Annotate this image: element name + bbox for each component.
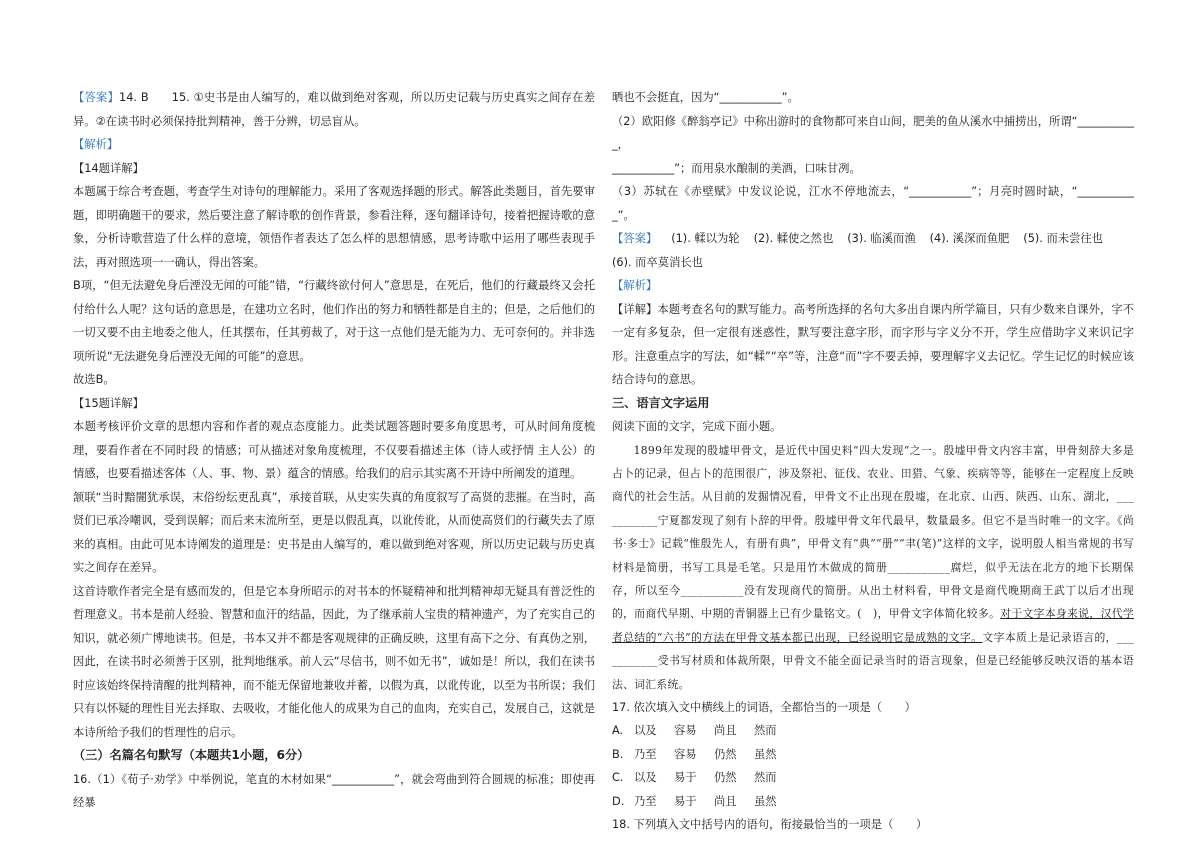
analysis-tag: 【解析】 <box>73 138 119 151</box>
reading-passage <box>612 439 1134 696</box>
answer-item-5: (5). 而未尝往也 <box>1023 232 1103 245</box>
option-word: 虽然 <box>754 747 777 761</box>
answer-item-4: (4). 溪深而鱼肥 <box>929 232 1010 245</box>
passage-part-a: 1899年发现的殷墟甲骨文，是近代中国史料“四大发现”之一。殷墟甲骨文内容丰富，甲骨刻辞大多是占卜的记录，但占卜的范围很广，涉及祭祀、征伐、农业、田猎、气象、疾病等等，能够在一定程度上反映商代的社会生活。从目前的发掘情况看，甲骨文不止出现在殷墟，在北京、山西、陕西、山东、湖北，___________宁夏都发现了刻有卜辞的甲骨。殷墟甲骨文年代最早，数量最多。但它不是当时唯一的文字。《尚书·多士》记载“惟殷先人，有册有典”，甲骨文有“典”“册”“聿(笔)”这样的文字，说明殷人相当常规的书写材料是简册，书写工具是毛笔。只是用竹木做成的简册___________腐烂，似乎无法在北方的地下长期保存，所以至今___________没有发现商代的简册。从出土材料看，甲骨文是商代晚期商王武丁以后才出现的，而商代早期、中期的青铜器上已有少量铭文。( )，甲骨文字体简化较多。 <box>612 443 1134 621</box>
option-word: 尚且 <box>714 794 737 808</box>
answer-line <box>612 227 1134 251</box>
option-c <box>612 766 1134 790</box>
q16-line: 16.（1）《荀子·劝学》中举例说，笔直的木材如果“___________”，就会弯曲到符合圆规的标准；即使再经暴 <box>73 772 595 809</box>
q14-paragraph-3: 故选B。 <box>73 373 115 386</box>
reading-instruction: 阅读下面的文字，完成下面小题。 <box>612 420 782 433</box>
passage-part-b: 文字本质上是记录语言的，___________受书写材质和体裁所限，甲骨文不能全面记录当时的语言现象，但是已经能够反映汉语的基本语法、词汇系统。 <box>612 630 1134 691</box>
option-word: 然而 <box>754 724 777 738</box>
section-title-language: 三、语言文字运用 <box>612 395 710 410</box>
q17-stem: 17. 依次填入文中横线上的词语，全都恰当的一项是（ ） <box>612 700 916 714</box>
q16-continuation: 晒也不会挺直，因为“___________”。 <box>612 91 799 104</box>
answer-item-1: (1). 輮以为轮 <box>671 232 740 245</box>
answer-tag-right: 【答案】 <box>612 232 658 245</box>
option-letter: B. <box>612 747 624 761</box>
option-word: 乃至 <box>634 794 657 808</box>
option-word: 容易 <box>674 747 697 761</box>
option-word: 虽然 <box>754 794 777 808</box>
option-word: 易于 <box>674 771 697 785</box>
q16-part2-line2: ___________”；而用泉水酿制的美酒，口味甘冽。 <box>612 161 861 175</box>
q15-paragraph-1: 本题考核评价文章的思想内容和作者的观点态度能力。此类试题答题时要多角度思考，可从时间角度梳理，要看作者在不同时段 的情感；可从描述对象角度梳理，不仅要看描述主体（诗人或抒情 主人公）的情感，也要看描述客体（人、事、物、景）蕴含的情感。给我们的启示其实离不开诗中所阐发的道理。 <box>73 420 595 480</box>
answer-tag: 【答案】 <box>73 91 120 104</box>
option-word: 以及 <box>634 724 657 738</box>
option-letter: A. <box>612 724 624 738</box>
answer-block <box>73 86 595 133</box>
option-word: 仍然 <box>714 771 737 785</box>
q15-heading: 【15题详解】 <box>73 396 144 410</box>
option-word: 仍然 <box>714 747 737 761</box>
answer-item-2: (2). 輮使之然也 <box>753 232 834 245</box>
option-word: 尚且 <box>714 724 737 738</box>
option-b <box>612 743 1134 767</box>
q16-part2-line1: （2）欧阳修《醉翁亭记》中称出游时的食物都可来自山间，肥美的鱼从溪水中捕捞出，所谓“___________， <box>612 114 1134 151</box>
left-column <box>73 86 595 815</box>
section-title-dictation: （三）名篇名句默写（本题共1小题，6分） <box>73 748 310 762</box>
q14-paragraph-2: B项，“但无法避免身后湮没无闻的可能”错，“行藏终欲付何人”意思是，在死后，他们的行藏最终又会托付给什么人呢？这句话的意思是，在建功立名时，他们作出的努力和牺牲都是自主的；但是，之后他们的一切又要不由主地委之他人，任其摆布，任其剪裁了，对于这一点他们是无能为力、无可奈何的。并非选项所说“无法避免身后湮没无闻的可能”的意思。 <box>73 279 595 363</box>
answer-item-6: (6). 而卒莫消长也 <box>612 255 703 269</box>
answer-item-3: (3). 临溪而渔 <box>847 232 916 245</box>
option-word: 易于 <box>674 794 697 808</box>
q14-paragraph-1: 本题属于综合考查题，考查学生对诗句的理解能力。采用了客观选择题的形式。解答此类题目，首先要审题，即明确题干的要求，然后要注意了解诗歌的创作背景，参看注释，逐句翻译诗句，接着把握诗歌的意象，分析诗歌营造了什么样的意境，领悟作者表达了怎么样的思想情感，思考诗歌中运用了哪些表现手法，再对照选项一一确认，得出答案。 <box>73 185 595 269</box>
detail-paragraph: 【详解】本题考查名句的默写能力。高考所选择的名句大多出自课内所学篇目，只有少数来自课外，字不一定有多复杂，但一定很有迷惑性，默写要注意字形，而字形与字义分不开，学生应借助字义来识记字形。注意重点字的写法，如“輮”“卒”等，注意“而”字不要丢掉，要理解字义去记忆。学生记忆的时候应该结合诗句的意思。 <box>612 302 1134 386</box>
q15-paragraph-2: 颔联“当时黯闇犹承误，末俗纷纭更乱真”，承接首联，从史实失真的角度叙写了高贤的悲摧。在当时，高贤们已承冷嘲讽，受到误解；而后来末流所至，更是以假乱真，以讹传讹，从而使高贤们的行藏失去了原来的真相。由此可见本诗阐发的道理是：史书是由人编写的，难以做到绝对客观，所以历史记载与历史真实之间存在差异。 <box>73 490 595 574</box>
option-letter: C. <box>612 771 624 785</box>
option-d <box>612 790 1134 814</box>
q18-stem: 18. 下列填入文中括号内的语句，衔接最恰当的一项是（ ） <box>612 818 928 832</box>
option-word: 乃至 <box>634 747 657 761</box>
answer-text: 14. B 15. ①史书是由人编写的，难以做到绝对客观，所以历史记载与历史真实之间存在差异。②在读书时必须保持批判精神，善于分辨，切忌盲从。 <box>73 91 595 128</box>
option-word: 以及 <box>634 771 657 785</box>
q14-heading: 【14题详解】 <box>73 161 144 175</box>
right-column <box>612 86 1134 837</box>
option-a <box>612 719 1134 743</box>
passage-underlined: 对于文字本身来说，汉代学者总结的“六书”的方法在甲骨文基本都已出现，已经说明它是成熟的文字。 <box>612 607 1134 644</box>
option-word: 容易 <box>674 724 697 738</box>
analysis-tag-right: 【解析】 <box>612 279 658 292</box>
option-word: 然而 <box>754 771 777 785</box>
q16-part3: （3）苏轼在《赤壁赋》中发议论说，江水不停地流去，“___________”；月亮时圆时缺，“___________”。 <box>612 185 1134 222</box>
option-letter: D. <box>612 794 625 808</box>
q15-paragraph-3: 这首诗歌作者完全是有感而发的，但是它本身所昭示的对书本的怀疑精神和批判精神却无疑具有普泛性的哲理意义。书本是前人经验、智慧和血汗的结晶，因此，为了继承前人宝贵的精神遗产，为了充实自己的知识，就必须广博地读书。但是，书本又并不都是客观规律的正确反映，这里有高下之分、有真伪之别，因此，在读书时必须善于区别，批判地继承。前人云“尽信书，则不如无书”，诚如是！所以，我们在读书时应该始终保持清醒的批判精神，而不能无保留地兼收并蓄，以假为真，以讹传讹，以至为书所误；我们只有以怀疑的理性目光去择取、去吸收，才能化他人的成果为自己的血肉，充实自己，发展自己，这就是本诗所给予我们的哲理性的启示。 <box>73 584 595 739</box>
